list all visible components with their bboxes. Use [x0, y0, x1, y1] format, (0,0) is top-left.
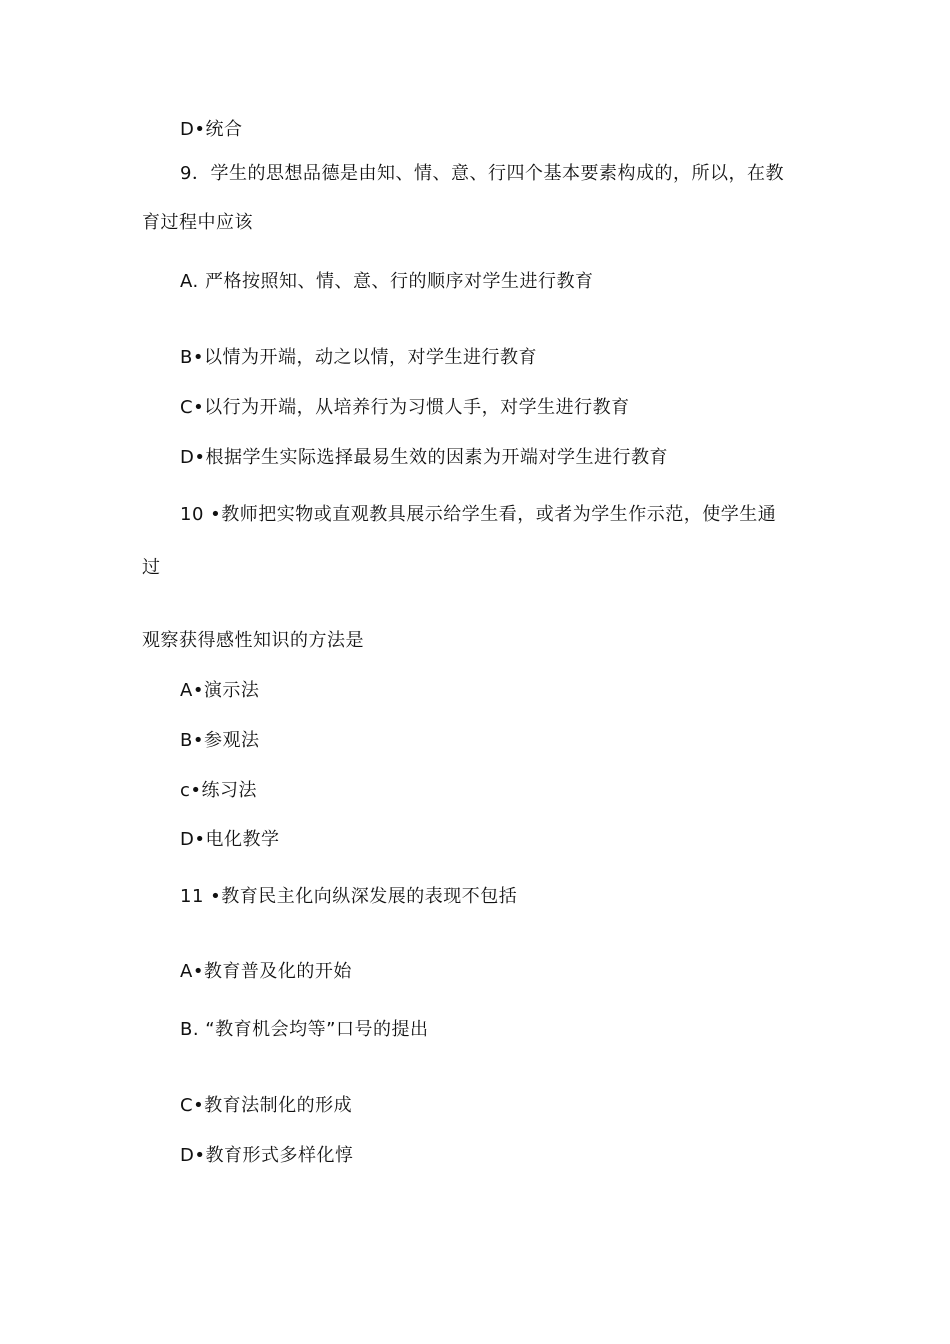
q8-option-d: D•统合 — [180, 119, 243, 140]
q10-option-c: c•练习法 — [180, 780, 258, 801]
q11-option-b: B. “教育机会均等”口号的提出 — [180, 1019, 429, 1040]
q9-option-a: A. 严格按照知、情、意、行的顺序对学生进行教育 — [180, 271, 594, 292]
q10-stem: 10 •教师把实物或直观教具展示给学生看，或者为学生作示范，使学生通 — [180, 504, 777, 525]
q9-option-c: C•以行为开端，从培养行为习惯人手，对学生进行教育 — [180, 397, 630, 418]
q11-option-a: A•教育普及化的开始 — [180, 961, 352, 982]
q11-option-d: D•教育形式多样化惇 — [180, 1145, 354, 1166]
q9-option-d: D•根据学生实际选择最易生效的因素为开端对学生进行教育 — [180, 447, 668, 468]
q10-option-d: D•电化教学 — [180, 829, 280, 850]
q9-option-b: B•以情为开端，动之以情，对学生进行教育 — [180, 347, 537, 368]
q9-stem: 9．学生的思想品德是由知、情、意、行四个基本要素构成的，所以，在教 — [180, 163, 784, 184]
q10-stem-continued: 观察获得感性知识的方法是 — [142, 630, 364, 651]
q11-stem: 11 •教育民主化向纵深发展的表现不包括 — [180, 886, 518, 907]
q10-option-b: B•参观法 — [180, 730, 260, 751]
q10-option-a: A•演示法 — [180, 680, 260, 701]
q10-stem-continued: 过 — [142, 557, 161, 578]
q9-stem-continued: 育过程中应该 — [142, 212, 253, 233]
q11-option-c: C•教育法制化的形成 — [180, 1095, 353, 1116]
